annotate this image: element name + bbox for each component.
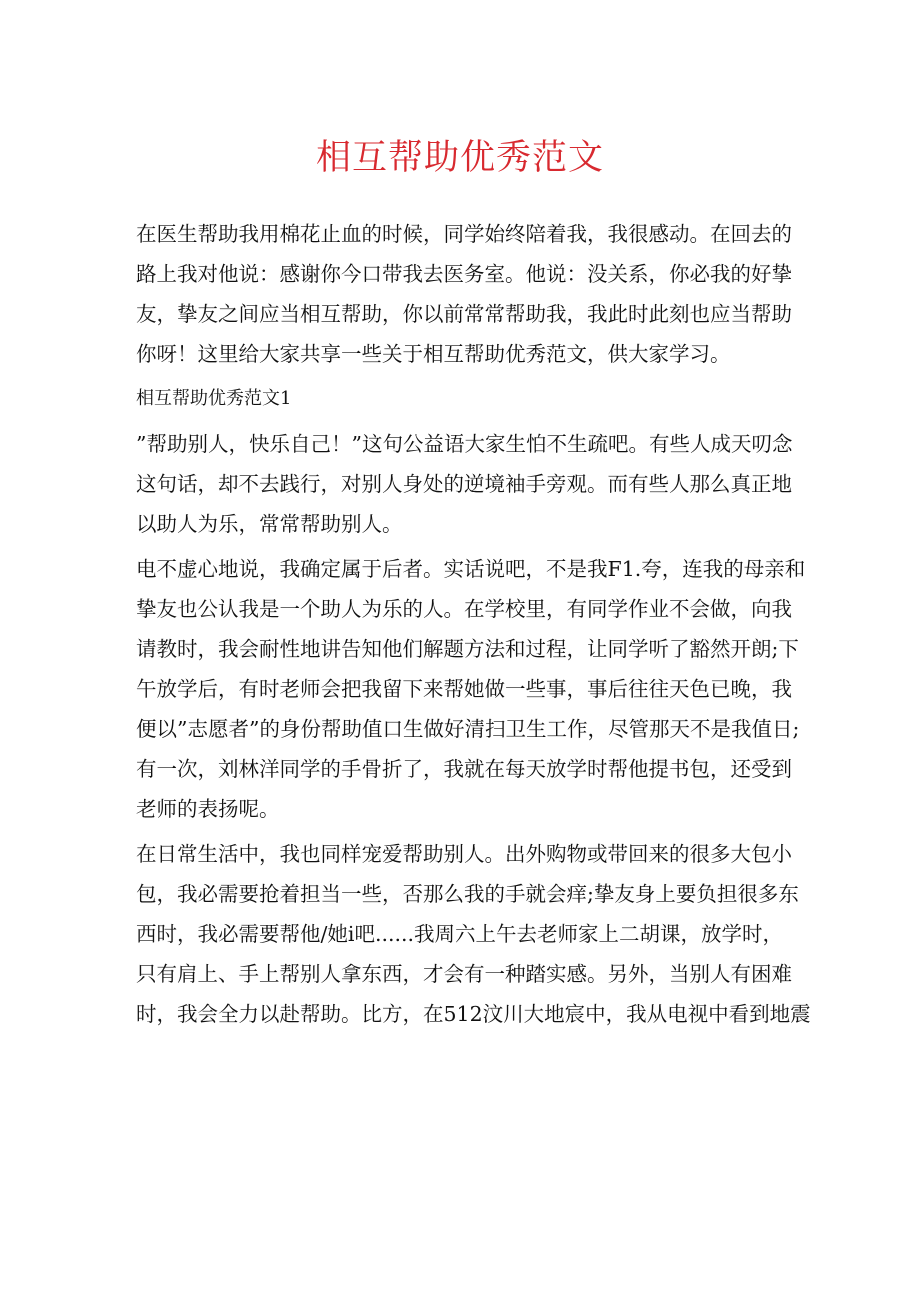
text-line: 西时，我必需要帮他/她i吧......我周六上午去老师家上二胡课，放学时， — [136, 922, 784, 946]
text-line: 挚友也公认我是一个助人为乐的人。在学校里，有同学作业不会做，向我 — [136, 597, 792, 621]
text-line: 只有肩上、手上帮别人拿东西，才会有一种踏实感。另外，当别人有困难 — [136, 962, 792, 986]
text-line: 便以”志愿者”的身份帮助值口生做好清扫卫生工作，尽管那天不是我值日; — [136, 717, 800, 741]
text-line: 这句话，却不去践行，对别人身处的逆境袖手旁观。而有些人那么真正地 — [136, 472, 792, 496]
document-title: 相互帮助优秀范文 — [315, 138, 604, 178]
text-line: 以助人为乐，常常帮助别人。 — [136, 512, 403, 536]
intro-paragraph — [136, 214, 796, 374]
text-line: 电不虚心地说，我确定属于后者。实话说吧，不是我F1.夸，连我的母亲和 — [136, 557, 806, 581]
text-line: 友，挚友之间应当相互帮助，你以前常常帮助我，我此时此刻也应当帮助 — [136, 302, 792, 326]
text-line: 有一次，刘林洋同学的手骨折了，我就在每天放学时帮他提书包，还受到 — [136, 757, 792, 781]
text-line: 午放学后，有时老师会把我留下来帮她做一些事，事后往往天色已晚，我 — [136, 677, 792, 701]
text-line: 在医生帮助我用棉花止血的时候，同学始终陪着我，我很感动。在回去的 — [136, 222, 792, 246]
document-body — [136, 214, 811, 1039]
paragraph-2 — [136, 549, 806, 829]
section-heading: 相互帮助优秀范文1 — [136, 388, 292, 409]
text-line: 时，我会全力以赴帮助。比方，在512汶川大地宸中，我从电视中看到地震 — [136, 1002, 811, 1026]
text-line: 老师的表扬呢。 — [136, 797, 280, 821]
text-line: 在日常生活中，我也同样宠爱帮助别人。出外购物或带回来的很多大包小 — [136, 842, 792, 866]
text-line: 包，我必需要抢着担当一些，否那么我的手就会痒;挚友身上要负担很多东 — [136, 882, 799, 906]
paragraph-1 — [136, 424, 796, 544]
paragraph-3 — [136, 834, 811, 1034]
text-line: ”帮助别人，快乐自己！”这句公益语大家生怕不生疏吧。有些人成天叨念 — [136, 432, 793, 456]
text-line: 路上我对他说：感谢你今口带我去医务室。他说：没关系，你必我的好挚 — [136, 262, 792, 286]
text-line: 请教时，我会耐性地讲告知他们解题方法和过程，让同学听了豁然开朗;下 — [136, 637, 799, 661]
text-line: 你呀！这里给大家共享一些关于相互帮助优秀范文，供大家学习。 — [136, 342, 731, 366]
